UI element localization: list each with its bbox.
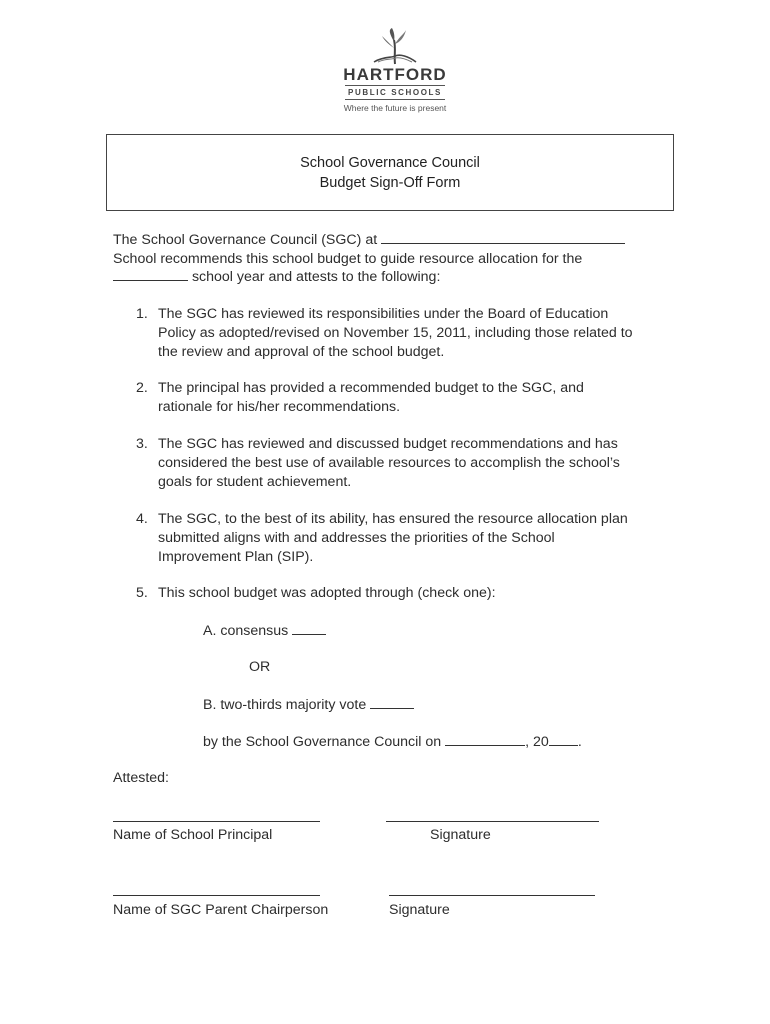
item-3-line: The SGC has reviewed and discussed budget recommendations and has [158, 436, 618, 452]
option-consensus [203, 622, 326, 640]
item-number: 4. [136, 511, 148, 527]
option-or: OR [249, 659, 271, 675]
logo-divider-lower [345, 99, 445, 100]
item-2-line: The principal has provided a recommended budget to the SGC, and [158, 380, 584, 396]
adoption-period: . [577, 734, 582, 750]
item-1-line: The SGC has reviewed its responsibilities under the Board of Education [158, 306, 609, 322]
intro-text: The School Governance Council (SGC) at [113, 232, 378, 248]
item-5-line: This school budget was adopted through (check one): [158, 585, 496, 601]
item-number: 3. [136, 436, 148, 452]
item-4-line: The SGC, to the best of its ability, has ensured the resource allocation plan [158, 511, 628, 527]
tree-emblem-icon [370, 26, 420, 66]
item-2-line: rationale for his/her recommendations. [158, 399, 401, 415]
logo-subtitle: PUBLIC SCHOOLS [348, 88, 442, 97]
principal-name-label: Name of School Principal [113, 827, 273, 843]
form-subtitle: Budget Sign-Off Form [319, 175, 461, 191]
logo-tagline: Where the future is present [343, 103, 447, 113]
hartford-logo [330, 26, 460, 116]
item-number: 1. [136, 306, 148, 322]
intro-text-2: school year and attests to the following: [191, 269, 441, 285]
adoption-date-label: by the School Governance Council on [203, 734, 442, 750]
item-1-line: the review and approval of the school budget. [158, 344, 445, 360]
intro-line-3 [113, 268, 440, 286]
intro-line-1 [113, 231, 625, 249]
option-consensus-label: A. consensus [203, 623, 289, 639]
item-3-line: goals for student achievement. [158, 474, 352, 490]
form-title: School Governance Council [300, 155, 480, 171]
principal-signature-line[interactable] [386, 821, 599, 822]
school-year-blank[interactable] [113, 268, 188, 281]
option-majority [203, 696, 414, 714]
logo-divider [345, 85, 445, 86]
principal-name-line[interactable] [113, 821, 320, 822]
chair-name-line[interactable] [113, 895, 320, 896]
item-1-line: Policy as adopted/revised on November 15, 2011, including those related to [158, 325, 633, 341]
chair-name-label: Name of SGC Parent Chairperson [113, 902, 329, 918]
majority-check-blank[interactable] [370, 696, 414, 709]
option-majority-label: B. two-thirds majority vote [203, 697, 367, 713]
chair-signature-label: Signature [389, 902, 450, 918]
school-name-blank[interactable] [381, 231, 625, 244]
item-4-line: submitted aligns with and addresses the priorities of the School [158, 530, 555, 546]
form-title-box [106, 134, 674, 211]
adoption-date-blank[interactable] [445, 733, 525, 746]
attested-label: Attested: [113, 770, 169, 786]
consensus-check-blank[interactable] [292, 622, 326, 635]
adoption-year-prefix: , 20 [525, 734, 549, 750]
logo-name: HARTFORD [343, 65, 447, 84]
item-number: 2. [136, 380, 148, 396]
principal-signature-label: Signature [430, 827, 491, 843]
intro-line-2: School recommends this school budget to guide resource allocation for the [113, 251, 583, 267]
adoption-year-blank[interactable] [549, 733, 578, 746]
item-3-line: considered the best use of available resources to accomplish the school’s [158, 455, 620, 471]
item-number: 5. [136, 585, 148, 601]
item-4-line: Improvement Plan (SIP). [158, 549, 314, 565]
adoption-date-line [203, 733, 582, 751]
chair-signature-line[interactable] [389, 895, 595, 896]
